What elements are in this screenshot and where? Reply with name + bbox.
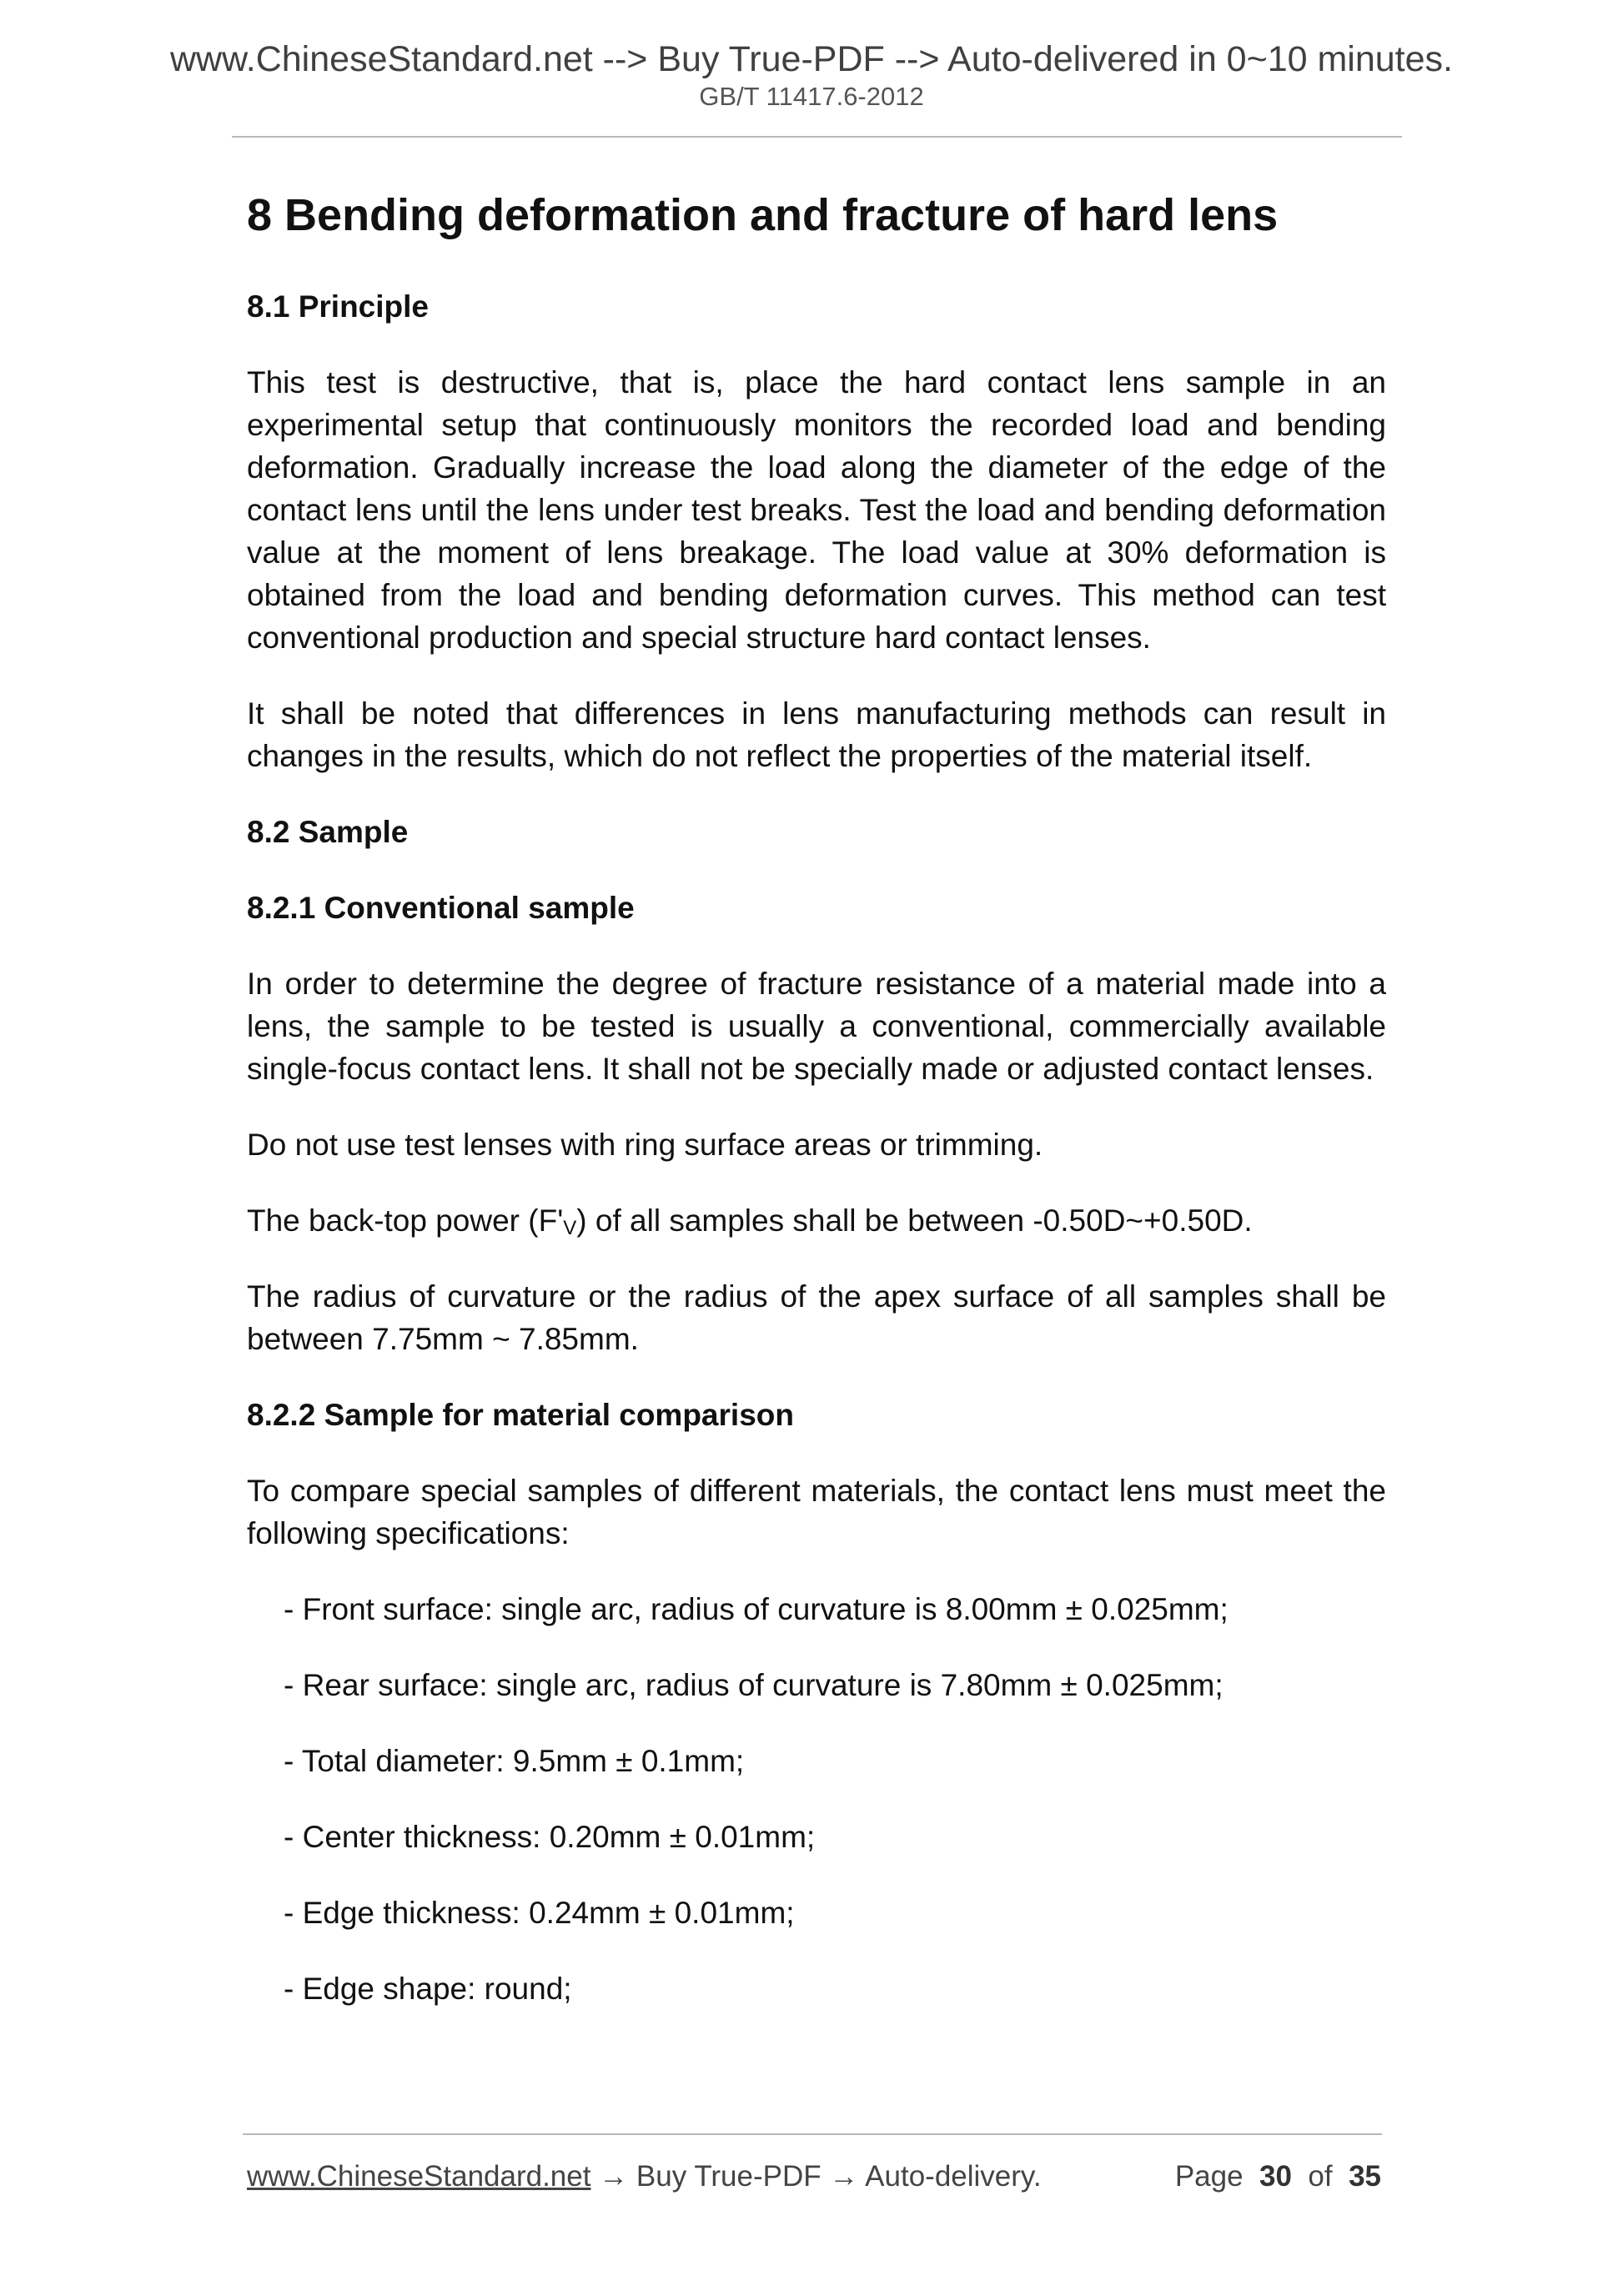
- section-8-2-heading: 8.2 Sample: [247, 815, 409, 849]
- spec-item-rear-surface: - Rear surface: single arc, radius of curvature is 7.80mm ± 0.025mm;: [284, 1668, 1224, 1702]
- principle-paragraph-1: This test is destructive, that is, place the hard contact lens sample in an experimental setup that continuously monitors the recorded load and bending deformation. Gradually increase the load along the diameter of the edge of the contact lens until the lens under test breaks. Test the load and bending deformation value at the moment of lens breakage. The load value at 30% deformation is obtained from the load and bending deformation curves. This method can test conventional production and special structure hard contact lenses.: [247, 365, 1386, 655]
- spec-item-edge-thickness: - Edge thickness: 0.24mm ± 0.01mm;: [284, 1896, 795, 1930]
- current-page: 30: [1259, 2160, 1292, 2193]
- section-8-title: 8 Bending deformation and fracture of hard lens: [247, 190, 1279, 240]
- back-top-power-paragraph: [247, 1199, 1386, 1242]
- conventional-sample-paragraph-2: Do not use test lenses with ring surface areas or trimming.: [247, 1128, 1043, 1162]
- spec-item-front-surface: - Front surface: single arc, radius of curvature is 8.00mm ± 0.025mm;: [284, 1592, 1229, 1626]
- section-8-1-heading: 8.1 Principle: [247, 289, 429, 324]
- radius-paragraph: The radius of curvature or the radius of the apex surface of all samples shall be between 7.75mm ~ 7.85mm.: [247, 1279, 1386, 1356]
- footer-divider: [243, 2133, 1382, 2135]
- page-content: [247, 185, 1386, 2010]
- document-number: GB/T 11417.6-2012: [699, 82, 924, 111]
- page-word: Page: [1174, 2160, 1244, 2193]
- power-text-before: The back-top power (F': [247, 1203, 564, 1238]
- section-8-2-2-heading: 8.2.2 Sample for material comparison: [247, 1398, 794, 1432]
- footer-website-link[interactable]: www.ChineseStandard.net: [247, 2160, 591, 2193]
- power-text-after: ) of all samples shall be between -0.50D~+0.50D.: [576, 1203, 1253, 1238]
- total-pages: 35: [1349, 2160, 1381, 2193]
- material-comparison-paragraph: To compare special samples of different materials, the contact lens must meet the following specifications:: [247, 1474, 1386, 1550]
- footer-left: [247, 2156, 1042, 2198]
- page-number: [1175, 2156, 1381, 2198]
- of-word: of: [1308, 2160, 1333, 2193]
- header-divider: [232, 136, 1402, 138]
- conventional-sample-paragraph-1: In order to determine the degree of fracture resistance of a material made into a lens, the sample to be tested is usually a conventional, commercially available single-focus contact lens. It shall not be specially made or adjusted contact lenses.: [247, 967, 1386, 1086]
- spec-item-total-diameter: - Total diameter: 9.5mm ± 0.1mm;: [284, 1744, 745, 1778]
- spec-item-center-thickness: - Center thickness: 0.20mm ± 0.01mm;: [284, 1820, 816, 1854]
- spec-item-edge-shape: - Edge shape: round;: [284, 1972, 572, 2006]
- power-subscript: V: [563, 1217, 577, 1239]
- header-banner: www.ChineseStandard.net --> Buy True-PDF --> Auto-delivered in 0~10 minutes.: [169, 39, 1453, 79]
- footer-tagline: → Buy True-PDF → Auto-delivery.: [590, 2160, 1042, 2193]
- section-8-2-1-heading: 8.2.1 Conventional sample: [247, 891, 635, 925]
- principle-paragraph-2: It shall be noted that differences in lens manufacturing methods can result in changes in the results, which do not reflect the properties of the material itself.: [247, 696, 1386, 773]
